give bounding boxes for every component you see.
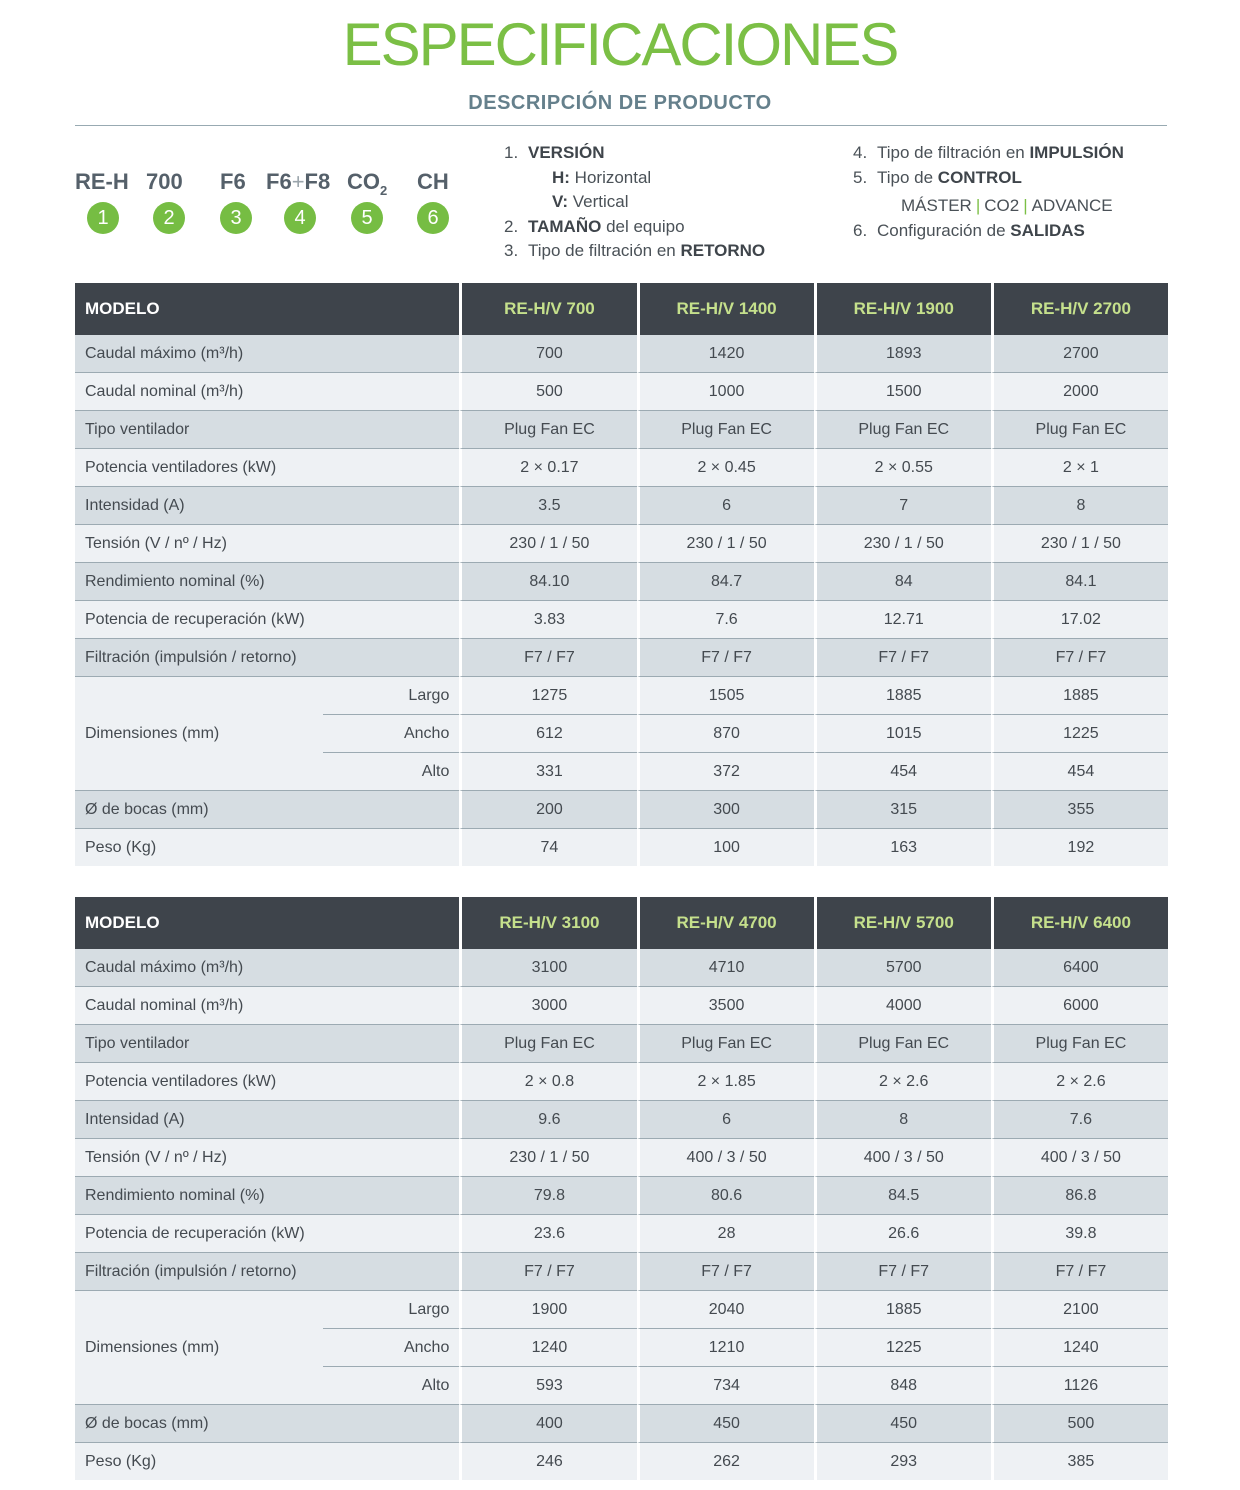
legend-number: 6. (853, 220, 868, 240)
cell-value: 9.6 (459, 1101, 636, 1139)
table-header-row (75, 283, 1168, 335)
section-subtitle: DESCRIPCIÓN DE PRODUCTO (468, 92, 772, 114)
cell-value: 450 (814, 1405, 991, 1443)
row-label: Tensión (V / nº / Hz) (75, 525, 459, 563)
cell-value: 355 (991, 791, 1168, 829)
cell-value: 372 (637, 753, 814, 791)
code-segment-outputs (417, 168, 449, 229)
cell-value: 26.6 (814, 1215, 991, 1253)
cell-value: 5700 (814, 949, 991, 987)
code-label (347, 168, 387, 196)
code-label-part: CO (347, 169, 380, 194)
row-label: Rendimiento nominal (%) (75, 1177, 459, 1215)
legend-bold: V: (552, 192, 569, 211)
cell-value: 848 (814, 1367, 991, 1405)
table-row (75, 1101, 1168, 1139)
header-model-name: RE-H/V 2700 (991, 283, 1168, 335)
table-row (75, 563, 1168, 601)
cell-value: 28 (637, 1215, 814, 1253)
legend-item-return-filter (504, 239, 765, 264)
cell-value: 1240 (991, 1329, 1168, 1367)
cell-value: 1900 (459, 1291, 636, 1329)
row-label: Caudal máximo (m³/h) (75, 335, 459, 373)
table-row-dimension (75, 677, 1168, 715)
spec-table-1 (75, 283, 1168, 866)
cell-value: 400 / 3 / 50 (637, 1139, 814, 1177)
code-number-badge: 4 (284, 202, 316, 234)
cell-value: 734 (637, 1367, 814, 1405)
cell-value: 2 × 1.85 (637, 1063, 814, 1101)
cell-value: 1275 (459, 677, 636, 715)
cell-value: 84.1 (991, 563, 1168, 601)
code-segment-control (347, 168, 388, 229)
table-row (75, 829, 1168, 866)
product-code (75, 168, 475, 238)
cell-value: 7 (814, 487, 991, 525)
cell-value: 1225 (991, 715, 1168, 753)
legend-bold: TAMAÑO (528, 216, 602, 236)
legend-right (853, 141, 1124, 243)
cell-value: 6 (637, 487, 814, 525)
cell-value: F7 / F7 (459, 1253, 636, 1291)
code-label-part: F8 (304, 169, 331, 194)
cell-value: Plug Fan EC (637, 411, 814, 449)
dimension-sublabel: Ancho (323, 715, 459, 753)
cell-value: 100 (637, 829, 814, 866)
cell-value: 2 × 1 (991, 449, 1168, 487)
table-row (75, 1443, 1168, 1480)
code-number-badge: 1 (87, 202, 119, 234)
code-number-badge: 6 (417, 202, 449, 234)
cell-value: 163 (814, 829, 991, 866)
row-label: Potencia ventiladores (kW) (75, 449, 459, 487)
row-label: Potencia ventiladores (kW) (75, 1063, 459, 1101)
cell-value: F7 / F7 (814, 1253, 991, 1291)
dimension-sublabel: Alto (323, 753, 459, 791)
cell-value: 2100 (991, 1291, 1168, 1329)
legend-item-size (504, 215, 765, 240)
legend-text: Vertical (568, 192, 629, 211)
cell-value: 230 / 1 / 50 (459, 1139, 636, 1177)
cell-value: F7 / F7 (991, 1253, 1168, 1291)
header-model-name: RE-H/V 1400 (637, 283, 814, 335)
cell-value: 192 (991, 829, 1168, 866)
legend-item-outputs (853, 219, 1124, 244)
legend-item-version (504, 141, 765, 166)
cell-value: 84.5 (814, 1177, 991, 1215)
code-label-part: F6 (266, 169, 292, 194)
row-label: Tensión (V / nº / Hz) (75, 1139, 459, 1177)
legend-text: del equipo (601, 216, 685, 236)
table-header-row (75, 897, 1168, 949)
row-label: Caudal nominal (m³/h) (75, 373, 459, 411)
cell-value: 39.8 (991, 1215, 1168, 1253)
table-row (75, 1139, 1168, 1177)
cell-value: 230 / 1 / 50 (459, 525, 636, 563)
cell-value: 230 / 1 / 50 (991, 525, 1168, 563)
table-row (75, 987, 1168, 1025)
table-row (75, 411, 1168, 449)
legend-item-supply-filter (853, 141, 1124, 166)
plus-sign: + (291, 169, 305, 194)
code-segment-version (75, 168, 129, 229)
code-label: RE-H (75, 169, 129, 194)
cell-value: 612 (459, 715, 636, 753)
legend-subitem-vertical (504, 190, 765, 215)
cell-value: 3500 (637, 987, 814, 1025)
cell-value: Plug Fan EC (814, 1025, 991, 1063)
row-label: Tipo ventilador (75, 411, 459, 449)
cell-value: 1505 (637, 677, 814, 715)
row-label: Caudal nominal (m³/h) (75, 987, 459, 1025)
table-row (75, 1063, 1168, 1101)
cell-value: 3.5 (459, 487, 636, 525)
cell-value: F7 / F7 (459, 639, 636, 677)
cell-value: 593 (459, 1367, 636, 1405)
cell-value: F7 / F7 (637, 1253, 814, 1291)
legend-item-control (853, 166, 1124, 191)
control-option: CO2 (984, 196, 1020, 215)
cell-value: 1893 (814, 335, 991, 373)
cell-value: Plug Fan EC (991, 411, 1168, 449)
cell-value: Plug Fan EC (459, 1025, 636, 1063)
cell-value: 500 (991, 1405, 1168, 1443)
table-row (75, 373, 1168, 411)
cell-value: 1420 (637, 335, 814, 373)
cell-value: 700 (459, 335, 636, 373)
code-label (266, 168, 330, 196)
table-row (75, 449, 1168, 487)
code-segment-return-filter (220, 168, 246, 229)
table-row (75, 791, 1168, 829)
row-label-dimensions: Dimensiones (mm) (75, 677, 323, 791)
code-label: F6 (220, 169, 246, 194)
row-label: Intensidad (A) (75, 487, 459, 525)
dimension-sublabel: Largo (323, 677, 459, 715)
separator: | (1023, 196, 1028, 215)
cell-value: 86.8 (991, 1177, 1168, 1215)
cell-value: 2 × 0.17 (459, 449, 636, 487)
cell-value: 2040 (637, 1291, 814, 1329)
cell-value: 400 / 3 / 50 (814, 1139, 991, 1177)
legend-bold: SALIDAS (1010, 220, 1085, 240)
code-number-badge: 2 (153, 202, 185, 234)
cell-value: 454 (991, 753, 1168, 791)
row-label: Rendimiento nominal (%) (75, 563, 459, 601)
cell-value: 246 (459, 1443, 636, 1480)
cell-value: F7 / F7 (814, 639, 991, 677)
legend-number: 2. (504, 216, 519, 236)
cell-value: 6000 (991, 987, 1168, 1025)
cell-value: 1225 (814, 1329, 991, 1367)
legend-bold: RETORNO (680, 241, 766, 260)
table-row (75, 1215, 1168, 1253)
cell-value: 4710 (637, 949, 814, 987)
cell-value: 870 (637, 715, 814, 753)
table-row (75, 335, 1168, 373)
legend-text: Horizontal (569, 167, 652, 187)
cell-value: 84 (814, 563, 991, 601)
cell-value: 84.10 (459, 563, 636, 601)
table-row (75, 525, 1168, 563)
legend-number: 5. (853, 167, 868, 187)
header-model-name: RE-H/V 6400 (991, 897, 1168, 949)
row-label: Intensidad (A) (75, 1101, 459, 1139)
code-label: 700 (146, 169, 183, 194)
legend-bold: CONTROL (937, 167, 1022, 187)
code-number-badge: 3 (220, 202, 252, 234)
separator: | (975, 196, 981, 215)
dimension-sublabel: Largo (323, 1291, 459, 1329)
table-row (75, 1253, 1168, 1291)
cell-value: 1885 (814, 1291, 991, 1329)
row-label: Ø de bocas (mm) (75, 1405, 459, 1443)
table-row (75, 601, 1168, 639)
table-row (75, 1405, 1168, 1443)
row-label: Potencia de recuperación (kW) (75, 1215, 459, 1253)
code-segment-size (146, 168, 183, 229)
cell-value: 4000 (814, 987, 991, 1025)
cell-value: 2 × 2.6 (991, 1063, 1168, 1101)
cell-value: 12.71 (814, 601, 991, 639)
cell-value: 2 × 0.8 (459, 1063, 636, 1101)
cell-value: 1500 (814, 373, 991, 411)
table-row (75, 1177, 1168, 1215)
cell-value: 74 (459, 829, 636, 866)
cell-value: 1885 (991, 677, 1168, 715)
cell-value: 3.83 (459, 601, 636, 639)
code-number-badge: 5 (351, 202, 383, 234)
spec-table-2 (75, 897, 1168, 1480)
header-model-name: RE-H/V 4700 (637, 897, 814, 949)
code-label: CH (417, 169, 449, 194)
header-model-name: RE-H/V 3100 (459, 897, 636, 949)
cell-value: 2700 (991, 335, 1168, 373)
subscript: 2 (380, 183, 388, 198)
cell-value: 230 / 1 / 50 (637, 525, 814, 563)
legend-number: 4. (853, 143, 868, 162)
cell-value: 1000 (637, 373, 814, 411)
cell-value: 230 / 1 / 50 (814, 525, 991, 563)
row-label: Potencia de recuperación (kW) (75, 601, 459, 639)
cell-value: 1885 (814, 677, 991, 715)
dimension-sublabel: Ancho (323, 1329, 459, 1367)
code-segment-supply-filter (266, 168, 331, 229)
cell-value: F7 / F7 (991, 639, 1168, 677)
page-title: ESPECIFICACIONES (342, 11, 898, 78)
control-options (853, 194, 1124, 219)
cell-value: 1015 (814, 715, 991, 753)
row-label: Tipo ventilador (75, 1025, 459, 1063)
cell-value: 2000 (991, 373, 1168, 411)
cell-value: 400 / 3 / 50 (991, 1139, 1168, 1177)
legend-text: Tipo de filtración en (528, 241, 681, 260)
cell-value: 300 (637, 791, 814, 829)
cell-value: Plug Fan EC (814, 411, 991, 449)
cell-value: 8 (991, 487, 1168, 525)
cell-value: 2 × 0.55 (814, 449, 991, 487)
row-label: Caudal máximo (m³/h) (75, 949, 459, 987)
legend-number: 1. (504, 143, 519, 162)
legend-text: Tipo de filtración en (877, 143, 1030, 162)
header-model-label: MODELO (75, 897, 459, 949)
table-row (75, 639, 1168, 677)
cell-value: 293 (814, 1443, 991, 1480)
cell-value: 2 × 0.45 (637, 449, 814, 487)
cell-value: 1210 (637, 1329, 814, 1367)
row-label-dimensions: Dimensiones (mm) (75, 1291, 323, 1405)
cell-value: 500 (459, 373, 636, 411)
cell-value: 80.6 (637, 1177, 814, 1215)
table-row (75, 949, 1168, 987)
legend-subitem-horizontal (504, 166, 765, 191)
legend-bold: VERSIÓN (528, 143, 605, 162)
legend-bold: IMPULSIÓN (1029, 143, 1124, 162)
header-model-name: RE-H/V 5700 (814, 897, 991, 949)
legend-number: 3. (504, 241, 519, 260)
cell-value: 1126 (991, 1367, 1168, 1405)
cell-value: 23.6 (459, 1215, 636, 1253)
cell-value: Plug Fan EC (637, 1025, 814, 1063)
cell-value: 8 (814, 1101, 991, 1139)
cell-value: 6400 (991, 949, 1168, 987)
control-option: ADVANCE (1031, 196, 1113, 215)
cell-value: 331 (459, 753, 636, 791)
cell-value: 262 (637, 1443, 814, 1480)
cell-value: 2 × 2.6 (814, 1063, 991, 1101)
legend-text: Configuración de (877, 220, 1011, 240)
table-row (75, 1025, 1168, 1063)
header-model-label: MODELO (75, 283, 459, 335)
cell-value: Plug Fan EC (459, 411, 636, 449)
cell-value: 7.6 (637, 601, 814, 639)
cell-value: 400 (459, 1405, 636, 1443)
cell-value: Plug Fan EC (991, 1025, 1168, 1063)
legend-text: Tipo de (877, 167, 938, 187)
cell-value: 3100 (459, 949, 636, 987)
row-label: Peso (Kg) (75, 1443, 459, 1480)
row-label: Filtración (impulsión / retorno) (75, 1253, 459, 1291)
cell-value: 17.02 (991, 601, 1168, 639)
control-option: MÁSTER (901, 196, 972, 215)
row-label: Peso (Kg) (75, 829, 459, 866)
cell-value: 315 (814, 791, 991, 829)
divider (75, 125, 1167, 126)
legend-left (504, 141, 765, 264)
cell-value: 1240 (459, 1329, 636, 1367)
cell-value: 84.7 (637, 563, 814, 601)
cell-value: 454 (814, 753, 991, 791)
cell-value: 450 (637, 1405, 814, 1443)
row-label: Ø de bocas (mm) (75, 791, 459, 829)
cell-value: 79.8 (459, 1177, 636, 1215)
row-label: Filtración (impulsión / retorno) (75, 639, 459, 677)
table-row-dimension (75, 1291, 1168, 1329)
legend-bold: H: (552, 167, 570, 187)
table-row (75, 487, 1168, 525)
cell-value: 385 (991, 1443, 1168, 1480)
cell-value: 7.6 (991, 1101, 1168, 1139)
cell-value: F7 / F7 (637, 639, 814, 677)
cell-value: 6 (637, 1101, 814, 1139)
cell-value: 3000 (459, 987, 636, 1025)
header-model-name: RE-H/V 1900 (814, 283, 991, 335)
cell-value: 200 (459, 791, 636, 829)
header-model-name: RE-H/V 700 (459, 283, 636, 335)
dimension-sublabel: Alto (323, 1367, 459, 1405)
